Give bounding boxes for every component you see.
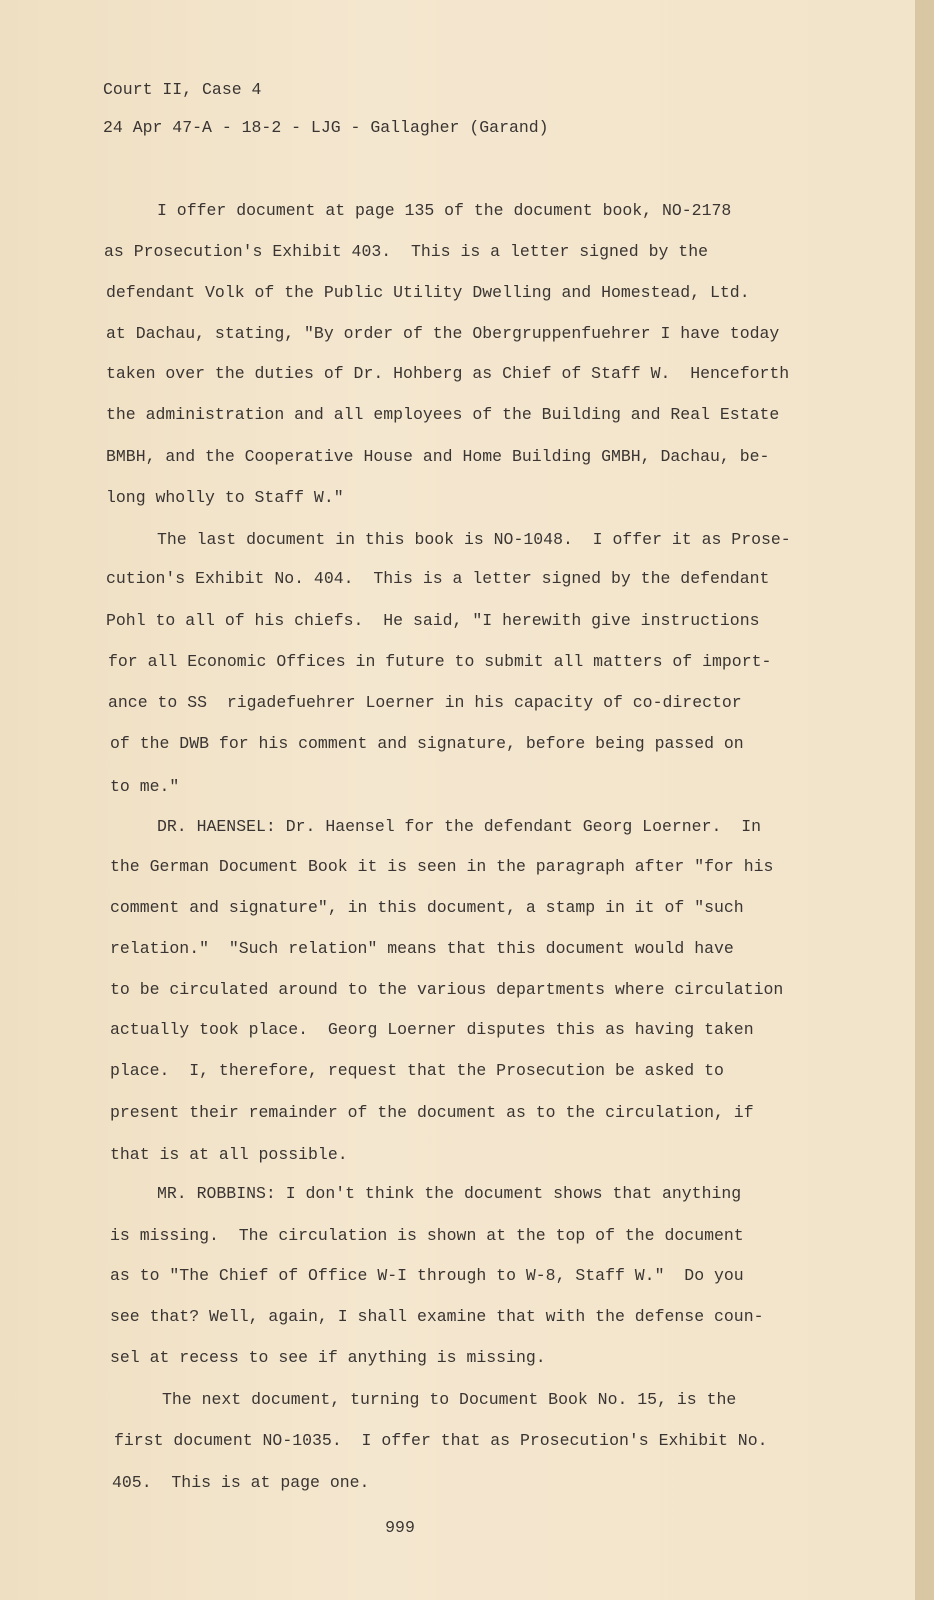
transcript-line: relation." "Such relation" means that this document would have (110, 939, 734, 958)
transcript-line: long wholly to Staff W." (106, 488, 344, 507)
transcript-line: The next document, turning to Document Book No. 15, is the (162, 1390, 737, 1409)
transcript-line: comment and signature", in this document, a stamp in it of "such (110, 898, 744, 917)
transcript-line: MR. ROBBINS: I don't think the document shows that anything (157, 1184, 742, 1203)
transcript-line: as Prosecution's Exhibit 403. This is a letter signed by the (104, 242, 708, 261)
transcript-line: DR. HAENSEL: Dr. Haensel for the defendant Georg Loerner. In (157, 817, 761, 836)
transcript-line: for all Economic Offices in future to submit all matters of import- (108, 652, 772, 671)
page-edge (915, 0, 934, 1600)
transcript-line: the German Document Book it is seen in the paragraph after "for his (110, 857, 774, 876)
transcript-line: the administration and all employees of the Building and Real Estate (106, 405, 780, 424)
header-court-case: Court II, Case 4 (103, 80, 262, 99)
transcript-line: first document NO-1035. I offer that as Prosecution's Exhibit No. (114, 1431, 768, 1450)
transcript-line: sel at recess to see if anything is missing. (110, 1348, 546, 1367)
transcript-line: BMBH, and the Cooperative House and Home Building GMBH, Dachau, be- (106, 447, 770, 466)
transcript-line: taken over the duties of Dr. Hohberg as Chief of Staff W. Henceforth (106, 364, 790, 383)
transcript-line: cution's Exhibit No. 404. This is a letter signed by the defendant (106, 569, 770, 588)
transcript-line: ance to SS rigadefuehrer Loerner in his capacity of co-director (108, 693, 742, 712)
header-session-info: 24 Apr 47-A - 18-2 - LJG - Gallagher (Garand) (103, 118, 549, 137)
transcript-line: of the DWB for his comment and signature, before being passed on (110, 734, 744, 753)
transcript-line: at Dachau, stating, "By order of the Obergruppenfuehrer I have today (106, 324, 780, 343)
transcript-line: to me." (110, 777, 180, 796)
transcript-line: defendant Volk of the Public Utility Dwelling and Homestead, Ltd. (106, 283, 750, 302)
transcript-line: see that? Well, again, I shall examine that with the defense coun- (110, 1307, 764, 1326)
transcript-line: that is at all possible. (110, 1145, 348, 1164)
transcript-line: actually took place. Georg Loerner disputes this as having taken (110, 1020, 754, 1039)
transcript-line: I offer document at page 135 of the document book, NO-2178 (157, 201, 732, 220)
transcript-line: 405. This is at page one. (112, 1473, 370, 1492)
transcript-line: to be circulated around to the various departments where circulation (110, 980, 784, 999)
transcript-line: Pohl to all of his chiefs. He said, "I herewith give instructions (106, 611, 760, 630)
transcript-line: is missing. The circulation is shown at the top of the document (110, 1226, 744, 1245)
page-number: 999 (385, 1518, 415, 1537)
transcript-line: as to "The Chief of Office W-I through to W-8, Staff W." Do you (110, 1266, 744, 1285)
transcript-line: place. I, therefore, request that the Prosecution be asked to (110, 1061, 724, 1080)
transcript-line: present their remainder of the document as to the circulation, if (110, 1103, 754, 1122)
transcript-line: The last document in this book is NO-1048. I offer it as Prose- (157, 530, 791, 549)
